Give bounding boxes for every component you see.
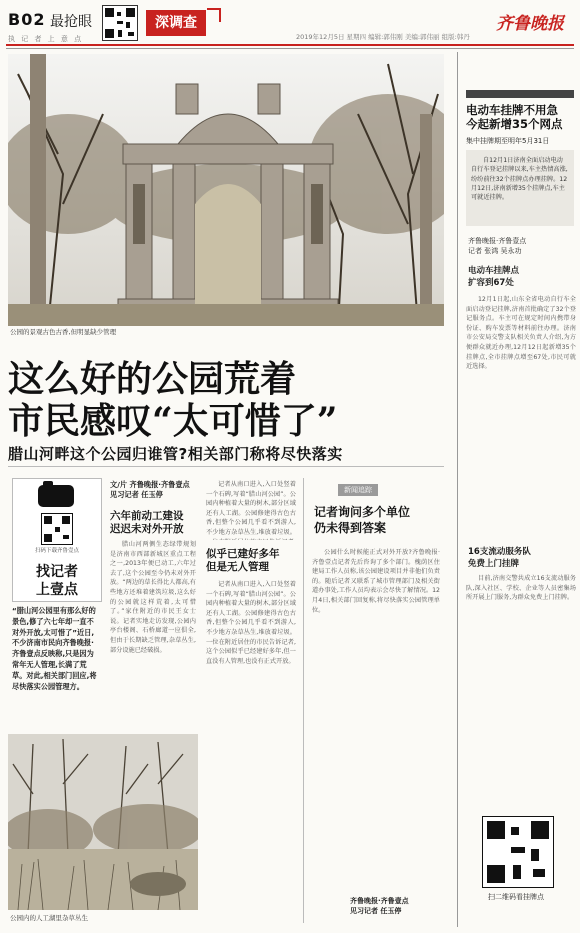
bottom-photo [8, 734, 198, 910]
col1-heading [110, 510, 196, 536]
newspaper-logo: 齐鲁晚报 [496, 14, 564, 34]
bottom-photo-caption: 公园内的人工湖里杂草丛生 [10, 914, 88, 922]
subheadline: 腊山河畔这个公园归谁管?相关部门称将尽快落实 [8, 445, 343, 463]
byline-line-1: 文/片 齐鲁晚报·齐鲁壹点 [110, 480, 190, 489]
page-number: B02 [8, 10, 46, 29]
sidebar-body-1: 12月1日起,山东全省电动自行车全面启动登记挂牌,济南首批确定了32个登记服务点。车主可在规定时间内携带身份证、购车发票等材料前往办理。济南市公安局交警支队相关负责人介绍,为方便群众就近办理,12月12日起新增35个挂牌点,全市挂牌点增至67处,市民可就近选择。 [466, 296, 576, 371]
headline [8, 358, 337, 442]
news-follow-tag: 新闻追踪 [338, 484, 378, 496]
masthead-rule-thin [6, 48, 574, 49]
column-tag: 深调查 [146, 10, 206, 36]
col1-heading-line-2: 迟迟未对外开放 [110, 523, 184, 535]
sidebar-subtitle: 集中挂牌期至明年5月31日 [466, 137, 550, 145]
col3-byline [350, 896, 409, 916]
sidebar-byline-line-1: 齐鲁晚报·齐鲁壹点 [468, 237, 527, 245]
sidebar-lead-box [466, 150, 574, 226]
col3-byline-line-1: 齐鲁晚报·齐鲁壹点 [350, 897, 409, 905]
sidebar-title [466, 103, 576, 131]
tag-corner-mark [207, 8, 221, 22]
headline-line-2: 市民感叹“太可惜了” [8, 400, 338, 442]
lake-weeds-illustration [8, 734, 198, 910]
masthead-qr-code [102, 5, 138, 41]
col2-body-top: 记者从南口进入,入口处竖着一个石碑,写着“腊山河公园”。公园内种植着大量的树木,部分区域还有人工湖。公园修建得古色古香,但整个公园几乎看不到游人,不少地方杂草丛生,堆放着垃圾。 [206, 481, 296, 536]
byline [110, 480, 190, 500]
sidebar-body-2: 目前,济南交警共成立16支流动服务队,深入社区、学校、企业等人员密集场所开展上门服务,为群众免费上门挂牌。 [466, 575, 576, 602]
col2-heading-line-1: 似乎已建好多年 [206, 548, 280, 560]
headline-divider [8, 466, 444, 467]
sidebar-title-line-1: 电动车挂牌不用急 [466, 103, 558, 117]
sidebar-head3-line-1: 16支流动服务队 [468, 547, 531, 557]
col2-body: 记者从南口进入,入口处竖着一个石碑,写着“腊山河公园”。公园内种植着大量的树木,部分区域还有人工湖。公园修建得古色古香,但整个公园几乎看不到游人,不少地方杂草丛生,堆放着垃圾。一位在附近居住的市民告诉记者,这个公园似乎已经建好多年,但一直没有人管理,也没有正式开放。 [206, 581, 296, 665]
col2-heading [206, 548, 296, 574]
col3-heading-line-2: 仍未得到答案 [314, 521, 387, 535]
col3-byline-line-2: 见习记者 任玉停 [350, 907, 402, 915]
sidebar-head2 [468, 265, 519, 289]
byline-line-2: 见习记者 任玉停 [110, 490, 163, 499]
sidebar-title-line-2: 今起新增35个网点 [466, 117, 563, 131]
column-divider [303, 478, 304, 923]
col3-heading [314, 504, 439, 536]
sidebar-lead: 自12月1日济南全面启动电动自行车登记挂牌以来,车主热情高涨,纷纷前往32个挂牌点办理挂牌。12月12日,济南新增35个挂牌点,车主可就近挂牌。 [471, 157, 568, 202]
sidebar-byline [468, 236, 526, 256]
sidebar-byline-line-2: 记者 张鸿 吴永功 [468, 247, 522, 255]
col1-body: 腊山河两侧生态绿带规划是济南市西部新城区重点工程之一,2013年便已动工,六年过去了,这个公园至今仍未对外开放。“两边的草长得比人都高,有些地方还堆着建筑垃圾,这么好的公园就这样荒着,太可惜了。”家住附近的市民王女士说。记者实地走访发现,公园内亭台楼阁、石桥廊道一应俱全,但由于长期缺乏管理,杂草丛生,部分设施已经破损。 [110, 541, 196, 654]
main-photo [8, 54, 444, 326]
camera-icon [38, 485, 74, 507]
promo-qr-note: 扫码下载齐鲁壹点 [34, 548, 79, 554]
masthead-meta: 执 记 者 上 意 点 [8, 35, 84, 43]
promo-title-1: 找记者 [36, 564, 78, 580]
camera-flash-icon [43, 481, 53, 487]
promo-title-2: 上壹点 [36, 582, 78, 598]
sidebar-head2-line-1: 电动车挂牌点 [468, 266, 520, 276]
promo-qr-code [41, 513, 73, 545]
promo-box [12, 478, 102, 602]
sidebar-divider [457, 52, 458, 927]
promo-text: “腊山河公园里有那么好的景色,修了六七年却一直不对外开放,太可惜了”近日,不少济南市民向齐鲁晚报·齐鲁壹点反映称,只是因为常年无人管理,长满了荒草。对此,相关部门回应,将尽快落实公园管理方。 [12, 606, 97, 691]
sidebar-head2-line-2: 扩容到67处 [468, 278, 514, 288]
sidebar-top-bar [466, 90, 574, 98]
ruins-gate-illustration [8, 54, 444, 326]
main-photo-caption: 公园的景观古色古香,但明显缺少管理 [10, 328, 117, 336]
section-name: 最抢眼 [50, 14, 92, 30]
sidebar-qr-code [482, 816, 554, 888]
col2-heading-line-2: 但是无人管理 [206, 561, 269, 573]
headline-line-1: 这么好的公园荒着 [8, 358, 297, 400]
sidebar-head3 [468, 546, 531, 570]
masthead-rule [6, 44, 574, 46]
sidebar-head3-line-2: 免费上门挂牌 [468, 559, 520, 569]
sidebar-qr-caption: 扫二维码看挂牌点 [488, 893, 544, 901]
date-line: 2019年12月5日 星期四 编辑:郭伟刚 美编:郭伟丽 组版:韩丹 [296, 33, 470, 41]
col3-heading-line-1: 记者询问多个单位 [314, 505, 411, 519]
col3-body: 公园什么时候能正式对外开放?齐鲁晚报·齐鲁壹点记者先后咨询了多个部门。槐荫区住建局工作人员称,该公园建设项目并非他们负责的。随后记者又联系了城市管理部门及相关街道办事处,工作人员均表示会尽快了解情况。12月4日,相关部门回复称,将尽快落实公园管理单位。 [312, 549, 440, 614]
col1-heading-line-1: 六年前动工建设 [110, 510, 184, 522]
